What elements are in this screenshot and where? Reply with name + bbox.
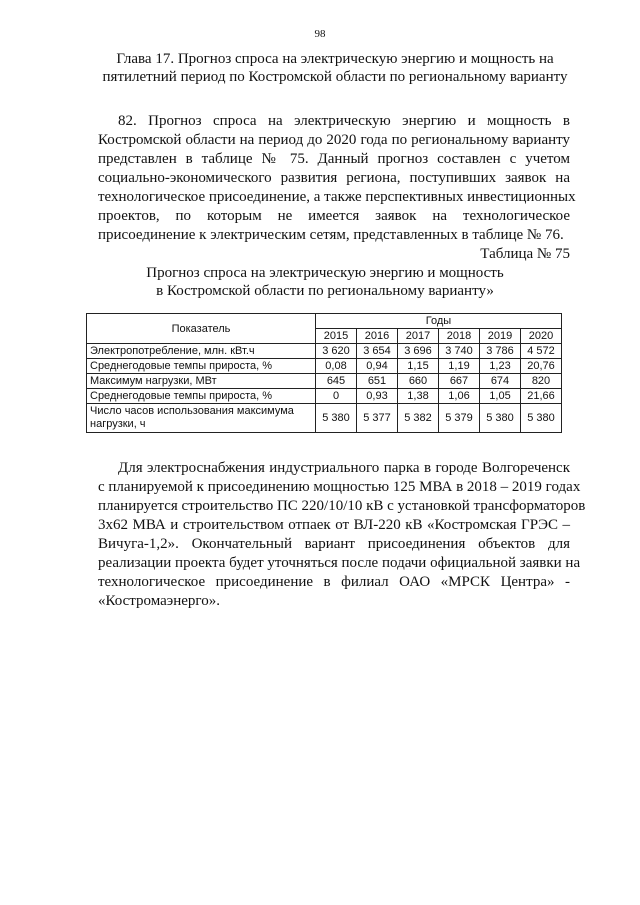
table-caption: [110, 264, 540, 300]
table-cell: 820: [521, 374, 562, 389]
paragraph-82: [98, 112, 576, 245]
paragraph-line: 82. Прогноз спроса на электрическую энергию и мощность в: [118, 113, 570, 129]
table-label: Таблица № 75: [480, 246, 570, 262]
paragraph-line: Для электроснабжения индустриального парка в городе Волгореченск: [118, 460, 570, 476]
table-cell: 0,08: [316, 359, 357, 374]
table-cell: 5 380: [316, 404, 357, 433]
paragraph-line: технологическое присоединение, а также перспективных инвестиционных: [98, 189, 576, 205]
table-caption-line: Прогноз спроса на электрическую энергию и мощность: [146, 265, 504, 281]
table-cell: 1,38: [398, 389, 439, 404]
table-cell: 5 380: [521, 404, 562, 433]
table-row: [87, 389, 562, 404]
table-cell: 21,66: [521, 389, 562, 404]
year-header: 2017: [398, 329, 439, 344]
table-cell: 674: [480, 374, 521, 389]
row-name: Число часов использования максимума нагрузки, ч: [87, 404, 316, 433]
table-cell: 3 654: [357, 344, 398, 359]
paragraph-line: реализации проекта будет уточняться после подачи официальной заявки на: [98, 555, 581, 571]
table-cell: 1,15: [398, 359, 439, 374]
paragraph-line: технологическое присоединение в филиал ОАО «МРСК Центра» -: [98, 574, 570, 590]
table-cell: 667: [439, 374, 480, 389]
header-years: Годы: [316, 314, 562, 329]
row-name: Максимум нагрузки, МВт: [87, 374, 316, 389]
chapter-title: [100, 50, 570, 86]
paragraph-line: 3х62 МВА и строительством отпаек от ВЛ-220 кВ «Костромская ГРЭС –: [98, 517, 570, 533]
table-cell: 0: [316, 389, 357, 404]
year-header: 2019: [480, 329, 521, 344]
forecast-table: [86, 313, 562, 433]
paragraph-line: проектов, по которым не имеется заявок на технологическое: [98, 208, 570, 224]
row-name: Среднегодовые темпы прироста, %: [87, 359, 316, 374]
year-header: 2015: [316, 329, 357, 344]
paragraph-industrial-park: [98, 459, 586, 611]
table-cell: 1,23: [480, 359, 521, 374]
table-cell: 1,05: [480, 389, 521, 404]
table-cell: 0,93: [357, 389, 398, 404]
table-row: [87, 404, 562, 433]
table-cell: 4 572: [521, 344, 562, 359]
paragraph-line: присоединение к электрическим сетям, представленных в таблице № 76.: [98, 227, 564, 243]
table-cell: 0,94: [357, 359, 398, 374]
table-cell: 660: [398, 374, 439, 389]
year-header: 2016: [357, 329, 398, 344]
table-cell: 651: [357, 374, 398, 389]
chapter-title-line: пятилетний период по Костромской области по региональному варианту: [102, 69, 568, 85]
table-cell: 1,06: [439, 389, 480, 404]
paragraph-line: Костромской области на период до 2020 года по региональному варианту: [98, 132, 570, 148]
table-row: [87, 359, 562, 374]
table-row: [87, 374, 562, 389]
table-cell: 20,76: [521, 359, 562, 374]
table-cell: 1,19: [439, 359, 480, 374]
header-indicator: Показатель: [87, 314, 316, 344]
year-header: 2018: [439, 329, 480, 344]
table-cell: 5 382: [398, 404, 439, 433]
table-cell: 5 379: [439, 404, 480, 433]
paragraph-line: социально-экономического развития региона, поступивших заявок на: [98, 170, 570, 186]
table-cell: 3 740: [439, 344, 480, 359]
paragraph-line: Вичуга-1,2». Окончательный вариант присоединения объектов для: [98, 536, 570, 552]
table-cell: 3 620: [316, 344, 357, 359]
table-cell: 645: [316, 374, 357, 389]
chapter-title-line: Глава 17. Прогноз спроса на электрическую энергию и мощность на: [116, 51, 554, 67]
paragraph-line: «Костромаэнерго».: [98, 593, 220, 609]
page-number: 98: [314, 28, 326, 40]
paragraph-line: планируется строительство ПС 220/10/10 кВ с установкой трансформаторов: [98, 498, 586, 514]
table-row: [87, 344, 562, 359]
row-name: Электропотребление, млн. кВт.ч: [87, 344, 316, 359]
row-name: Среднегодовые темпы прироста, %: [87, 389, 316, 404]
table-caption-line: в Костромской области по региональному варианту»: [156, 283, 494, 299]
table-header-row: [87, 314, 562, 329]
table-cell: 5 380: [480, 404, 521, 433]
paragraph-line: с планируемой к присоединению мощностью 125 МВА в 2018 – 2019 годах: [98, 479, 581, 495]
year-header: 2020: [521, 329, 562, 344]
table-cell: 3 786: [480, 344, 521, 359]
table-cell: 3 696: [398, 344, 439, 359]
table-cell: 5 377: [357, 404, 398, 433]
paragraph-line: представлен в таблице № 75. Данный прогноз составлен с учетом: [98, 151, 570, 167]
